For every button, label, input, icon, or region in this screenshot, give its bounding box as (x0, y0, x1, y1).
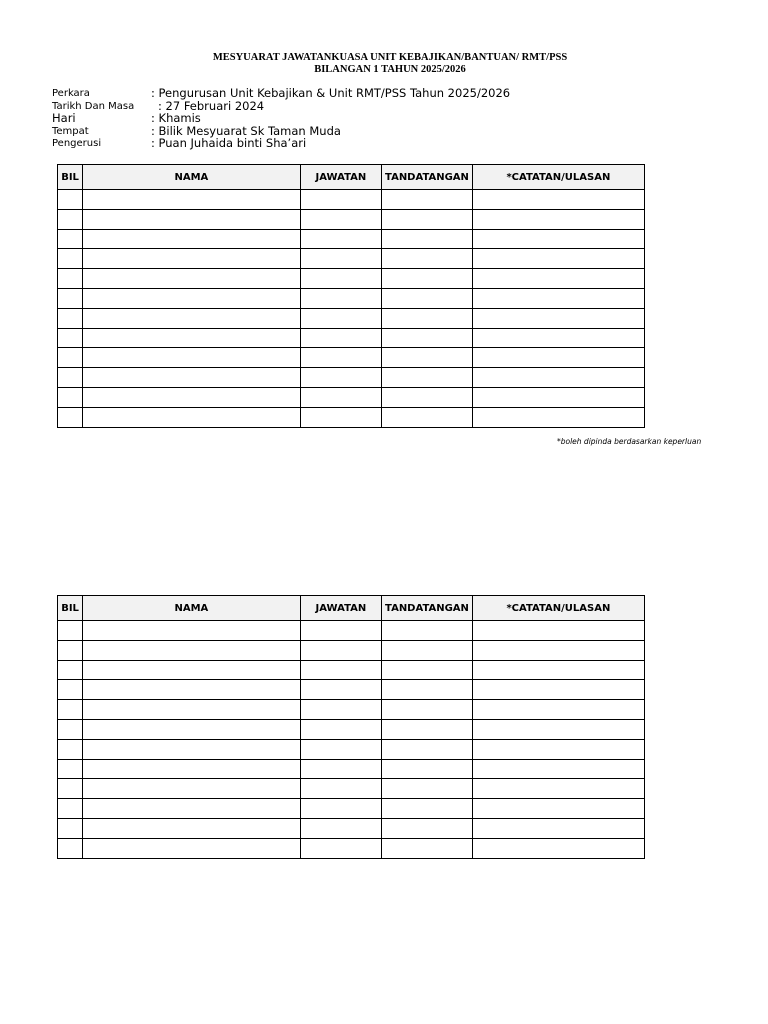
table-row (58, 348, 645, 368)
cell-tandatangan[interactable] (382, 640, 473, 660)
table-row (58, 407, 645, 427)
cell-tandatangan[interactable] (382, 407, 473, 427)
attendance-table-2 (57, 595, 645, 859)
document-subtitle: BILANGAN 1 TAHUN 2025/2026 (314, 64, 466, 75)
cell-bil[interactable] (58, 407, 83, 427)
cell-nama[interactable] (83, 700, 300, 720)
cell-nama[interactable] (83, 209, 300, 229)
cell-tandatangan[interactable] (382, 799, 473, 819)
cell-catatan[interactable] (472, 739, 644, 759)
cell-catatan[interactable] (472, 719, 644, 739)
cell-jawatan[interactable] (300, 779, 382, 799)
header-nama: NAMA (83, 165, 300, 190)
cell-jawatan[interactable] (300, 368, 382, 388)
table-row (58, 779, 645, 799)
cell-tandatangan[interactable] (382, 229, 473, 249)
cell-catatan[interactable] (472, 838, 644, 858)
cell-tandatangan[interactable] (382, 368, 473, 388)
cell-nama[interactable] (83, 190, 300, 210)
table-row (58, 308, 645, 328)
header-catatan: *CATATAN/ULASAN (472, 165, 644, 190)
pengerusi-label: Pengerusi (52, 138, 102, 149)
cell-jawatan[interactable] (300, 249, 382, 269)
cell-jawatan[interactable] (300, 818, 382, 838)
table-row (58, 621, 645, 641)
cell-jawatan[interactable] (300, 269, 382, 289)
cell-catatan[interactable] (472, 640, 644, 660)
table-body (58, 621, 645, 859)
cell-bil[interactable] (58, 818, 83, 838)
cell-bil[interactable] (58, 288, 83, 308)
cell-nama[interactable] (83, 621, 300, 641)
table-row (58, 387, 645, 407)
table-row (58, 818, 645, 838)
cell-nama[interactable] (83, 818, 300, 838)
cell-bil[interactable] (58, 190, 83, 210)
cell-nama[interactable] (83, 249, 300, 269)
header-tandatangan: TANDATANGAN (382, 596, 473, 621)
cell-nama[interactable] (83, 368, 300, 388)
cell-catatan[interactable] (472, 328, 644, 348)
cell-catatan[interactable] (472, 229, 644, 249)
cell-tandatangan[interactable] (382, 700, 473, 720)
table-row (58, 640, 645, 660)
cell-tandatangan[interactable] (382, 328, 473, 348)
cell-nama[interactable] (83, 719, 300, 739)
cell-jawatan[interactable] (300, 621, 382, 641)
cell-catatan[interactable] (472, 407, 644, 427)
cell-tandatangan[interactable] (382, 680, 473, 700)
cell-jawatan[interactable] (300, 660, 382, 680)
cell-jawatan[interactable] (300, 288, 382, 308)
table-row (58, 368, 645, 388)
cell-jawatan[interactable] (300, 387, 382, 407)
cell-bil[interactable] (58, 308, 83, 328)
document-title: MESYUARAT JAWATANKUASA UNIT KEBAJIKAN/BANTUAN/ RMT/PSS (212, 52, 568, 63)
cell-catatan[interactable] (472, 190, 644, 210)
cell-catatan[interactable] (472, 818, 644, 838)
pengerusi-value: : Puan Juhaida binti Sha’ari (151, 136, 307, 150)
cell-nama[interactable] (83, 640, 300, 660)
tempat-value: : Bilik Mesyuarat Sk Taman Muda (151, 123, 341, 138)
cell-jawatan[interactable] (300, 328, 382, 348)
header-nama: NAMA (83, 596, 300, 621)
cell-bil[interactable] (58, 799, 83, 819)
table-row (58, 229, 645, 249)
cell-nama[interactable] (83, 387, 300, 407)
cell-bil[interactable] (58, 640, 83, 660)
cell-jawatan[interactable] (300, 209, 382, 229)
header-jawatan: JAWATAN (300, 596, 382, 621)
cell-nama[interactable] (83, 407, 300, 427)
cell-jawatan[interactable] (300, 739, 382, 759)
cell-bil[interactable] (58, 660, 83, 680)
cell-tandatangan[interactable] (382, 838, 473, 858)
cell-bil[interactable] (58, 249, 83, 269)
table-row (58, 190, 645, 210)
cell-tandatangan[interactable] (382, 621, 473, 641)
table-header-row (58, 596, 645, 621)
perkara-value: : Pengurusan Unit Kebajikan & Unit RMT/PSS Tahun 2025/2026 (151, 86, 511, 100)
table-row (58, 759, 645, 779)
header-tandatangan: TANDATANGAN (382, 165, 473, 190)
cell-tandatangan[interactable] (382, 190, 473, 210)
cell-tandatangan[interactable] (382, 387, 473, 407)
table-header-row (58, 165, 645, 190)
table-row (58, 739, 645, 759)
cell-tandatangan[interactable] (382, 288, 473, 308)
footnote: *boleh dipinda berdasarkan keperluan (557, 437, 702, 446)
cell-catatan[interactable] (472, 387, 644, 407)
cell-catatan[interactable] (472, 660, 644, 680)
cell-bil[interactable] (58, 387, 83, 407)
table-row (58, 719, 645, 739)
attendance-table-1 (57, 164, 645, 428)
hari-value: : Khamis (151, 111, 201, 125)
cell-bil[interactable] (58, 759, 83, 779)
cell-catatan[interactable] (472, 621, 644, 641)
cell-tandatangan[interactable] (382, 739, 473, 759)
cell-tandatangan[interactable] (382, 249, 473, 269)
cell-catatan[interactable] (472, 249, 644, 269)
cell-nama[interactable] (83, 269, 300, 289)
cell-catatan[interactable] (472, 368, 644, 388)
table-row (58, 249, 645, 269)
header-bil: BIL (58, 596, 83, 621)
cell-tandatangan[interactable] (382, 209, 473, 229)
cell-catatan[interactable] (472, 799, 644, 819)
cell-jawatan[interactable] (300, 348, 382, 368)
cell-catatan[interactable] (472, 759, 644, 779)
cell-jawatan[interactable] (300, 838, 382, 858)
cell-jawatan[interactable] (300, 700, 382, 720)
table-row (58, 799, 645, 819)
tarikh-value: : 27 Februari 2024 (158, 98, 265, 113)
cell-tandatangan[interactable] (382, 660, 473, 680)
cell-bil[interactable] (58, 269, 83, 289)
cell-jawatan[interactable] (300, 640, 382, 660)
cell-jawatan[interactable] (300, 759, 382, 779)
cell-nama[interactable] (83, 739, 300, 759)
cell-tandatangan[interactable] (382, 269, 473, 289)
cell-nama[interactable] (83, 799, 300, 819)
header-bil: BIL (58, 165, 83, 190)
cell-jawatan[interactable] (300, 719, 382, 739)
cell-jawatan[interactable] (300, 799, 382, 819)
cell-bil[interactable] (58, 739, 83, 759)
cell-nama[interactable] (83, 288, 300, 308)
cell-bil[interactable] (58, 680, 83, 700)
cell-catatan[interactable] (472, 348, 644, 368)
cell-nama[interactable] (83, 328, 300, 348)
table-row (58, 269, 645, 289)
cell-tandatangan[interactable] (382, 779, 473, 799)
cell-nama[interactable] (83, 229, 300, 249)
cell-bil[interactable] (58, 621, 83, 641)
table-row (58, 288, 645, 308)
cell-bil[interactable] (58, 779, 83, 799)
cell-nama[interactable] (83, 660, 300, 680)
cell-bil[interactable] (58, 328, 83, 348)
table-row (58, 680, 645, 700)
cell-jawatan[interactable] (300, 680, 382, 700)
cell-jawatan[interactable] (300, 407, 382, 427)
header-jawatan: JAWATAN (300, 165, 382, 190)
cell-jawatan[interactable] (300, 190, 382, 210)
table-body (58, 190, 645, 428)
cell-bil[interactable] (58, 209, 83, 229)
cell-tandatangan[interactable] (382, 348, 473, 368)
cell-catatan[interactable] (472, 700, 644, 720)
cell-nama[interactable] (83, 779, 300, 799)
cell-catatan[interactable] (472, 680, 644, 700)
cell-nama[interactable] (83, 308, 300, 328)
cell-bil[interactable] (58, 719, 83, 739)
header-catatan: *CATATAN/ULASAN (472, 596, 644, 621)
cell-nama[interactable] (83, 838, 300, 858)
table-row (58, 700, 645, 720)
tempat-label: Tempat (52, 125, 89, 137)
cell-bil[interactable] (58, 838, 83, 858)
cell-tandatangan[interactable] (382, 719, 473, 739)
table-row (58, 209, 645, 229)
cell-jawatan[interactable] (300, 229, 382, 249)
cell-catatan[interactable] (472, 288, 644, 308)
table-row (58, 660, 645, 680)
cell-nama[interactable] (83, 680, 300, 700)
cell-tandatangan[interactable] (382, 308, 473, 328)
cell-bil[interactable] (58, 700, 83, 720)
table-row (58, 838, 645, 858)
tarikh-label: Tarikh Dan Masa (52, 100, 135, 112)
cell-jawatan[interactable] (300, 308, 382, 328)
cell-catatan[interactable] (472, 779, 644, 799)
cell-tandatangan[interactable] (382, 818, 473, 838)
cell-bil[interactable] (58, 348, 83, 368)
cell-catatan[interactable] (472, 269, 644, 289)
cell-catatan[interactable] (472, 209, 644, 229)
cell-bil[interactable] (58, 229, 83, 249)
cell-catatan[interactable] (472, 308, 644, 328)
perkara-label: Perkara (52, 88, 90, 99)
cell-tandatangan[interactable] (382, 759, 473, 779)
cell-bil[interactable] (58, 368, 83, 388)
cell-nama[interactable] (83, 348, 300, 368)
cell-nama[interactable] (83, 759, 300, 779)
hari-label: Hari (52, 111, 76, 125)
table-row (58, 328, 645, 348)
